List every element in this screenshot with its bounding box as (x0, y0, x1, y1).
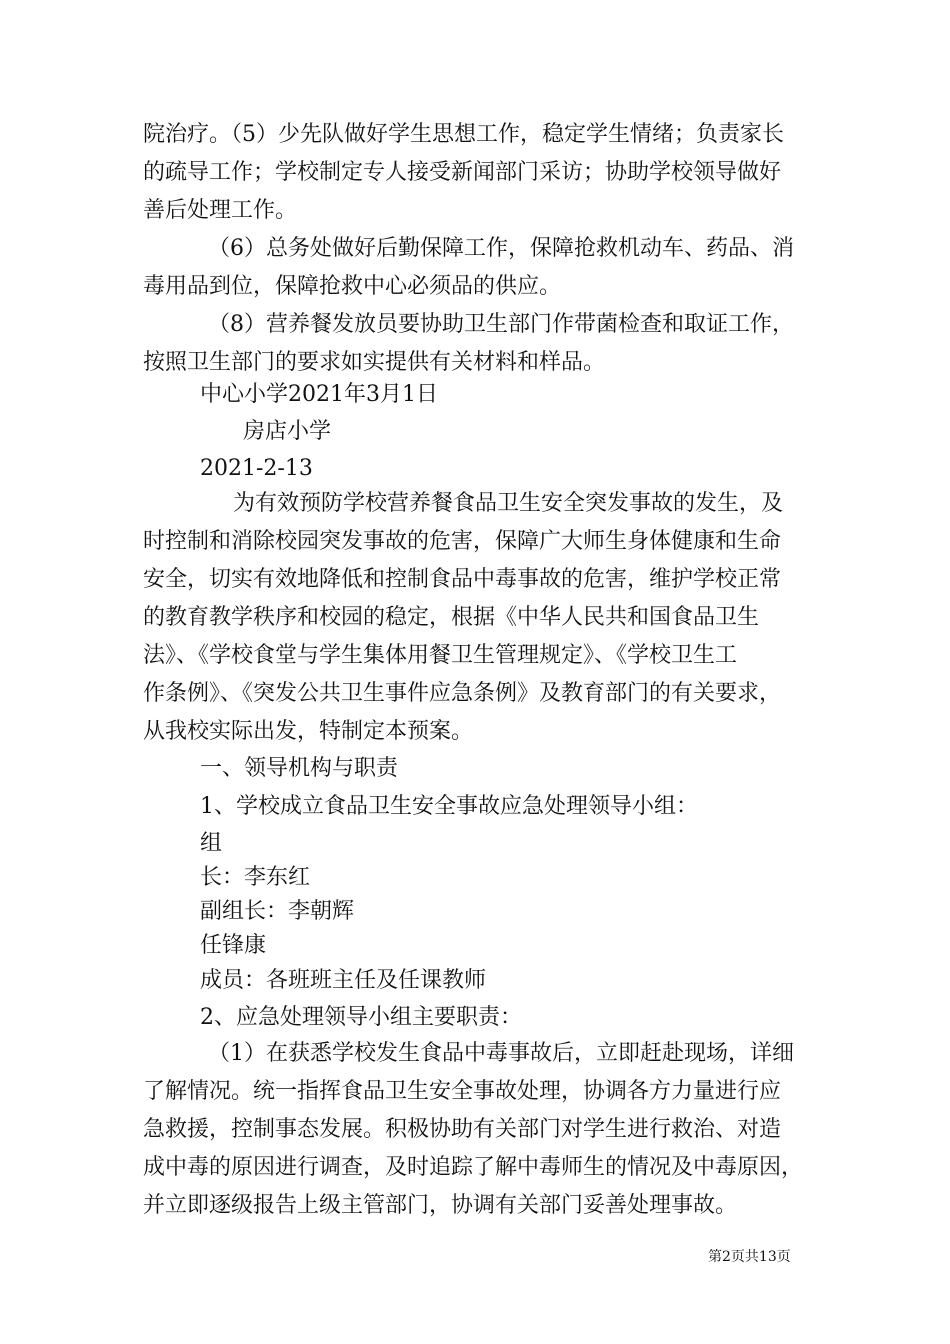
body-line: 作条例》、《突发公共卫生事件应急条例》及教育部门的有关要求， (143, 681, 782, 706)
body-line: 1、学校成立食品卫生安全事故应急处理领导小组： (200, 794, 698, 819)
body-line: 了解情况。统一指挥食品卫生安全事故处理，协调各方力量进行应 (143, 1079, 782, 1104)
body-line: 长：李东红 (200, 865, 311, 890)
school-name-line: 房店小学 (243, 419, 332, 444)
body-line: 急救援，控制事态发展。积极协助有关部门对学生进行救治、对造 (143, 1117, 782, 1142)
body-line: 毒用品到位，保障抢救中心必须品的供应。 (143, 274, 562, 299)
signature-date-line: 中心小学2021年3月1日 (200, 382, 438, 407)
body-line: 法》、《学校食堂与学生集体用餐卫生管理规定》、《学校卫生工 (143, 643, 738, 668)
body-line: 并立即逐级报告上级主管部门，协调有关部门妥善处理事故。 (143, 1193, 738, 1218)
body-line: 的教育教学秩序和校园的稳定，根据《中华人民共和国食品卫生 (143, 605, 760, 630)
body-line: 2、应急处理领导小组主要职责： (200, 1005, 522, 1030)
body-line: 善后处理工作。 (143, 198, 298, 223)
body-line: 副组长：李朝辉 (200, 899, 355, 924)
page-number-footer: 第2页共13页 (708, 1249, 791, 1265)
body-line: 组 (200, 831, 223, 856)
body-line: （8）营养餐发放员要协助卫生部门作带菌检查和取证工作， (208, 312, 794, 337)
body-line: 按照卫生部门的要求如实提供有关材料和样品。 (143, 350, 606, 375)
body-line: 安全，切实有效地降低和控制食品中毒事故的危害，维护学校正常 (143, 567, 782, 592)
body-line: 的疏导工作；学校制定专人接受新闻部门采访；协助学校领导做好 (143, 160, 782, 185)
body-line: 从我校实际出发，特制定本预案。 (143, 719, 474, 744)
section-heading: 一、领导机构与职责 (200, 756, 399, 781)
body-line: （6）总务处做好后勤保障工作，保障抢救机动车、药品、消 (208, 236, 794, 261)
body-line: 成中毒的原因进行调查，及时追踪了解中毒师生的情况及中毒原因， (143, 1155, 804, 1180)
body-line: 时控制和消除校园突发事故的危害，保障广大师生身体健康和生命 (143, 529, 782, 554)
body-line: （1）在获悉学校发生食品中毒事故后，立即赶赴现场，详细 (208, 1041, 794, 1066)
body-line: 为有效预防学校营养餐食品卫生安全突发事故的发生，及 (233, 491, 784, 516)
body-line: 任锋康 (200, 933, 267, 958)
date-line: 2021-2-13 (200, 456, 313, 481)
body-line: 院治疗。（5）少先队做好学生思想工作，稳定学生情绪；负责家长 (143, 122, 784, 147)
body-line: 成员：各班班主任及任课教师 (200, 968, 487, 993)
